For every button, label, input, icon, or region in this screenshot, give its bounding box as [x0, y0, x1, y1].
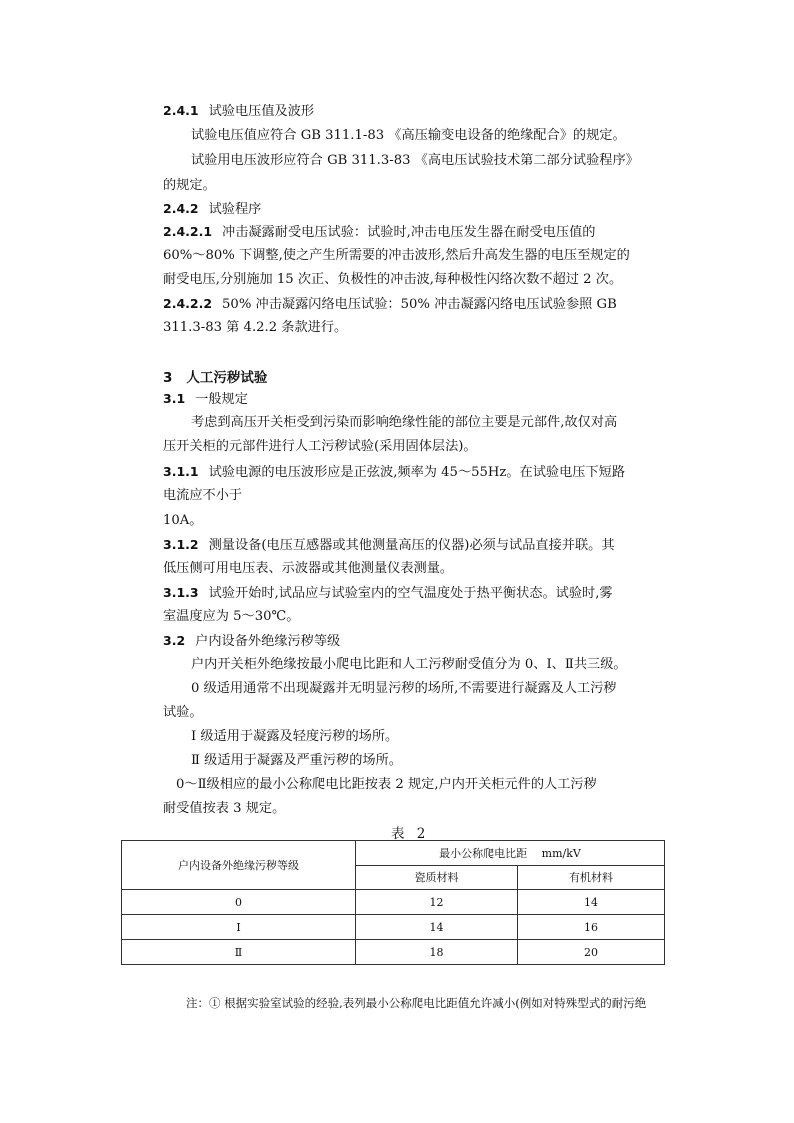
paragraph-line: 耐受值按表 3 规定。: [163, 801, 286, 816]
cell-organic: 14: [518, 890, 665, 915]
paragraph-line: Ⅱ 级适用于凝露及严重污秽的场所。: [191, 753, 402, 768]
table-caption: 表 2: [391, 826, 430, 842]
section-3-1-heading: 3.1 一般规定: [163, 391, 248, 407]
paragraph-line: 电流应不小于: [163, 488, 243, 503]
paragraph-line: 0～Ⅱ级相应的最小公称爬电比距按表 2 规定,户内开关柜元件的人工污秽: [176, 777, 597, 792]
section-2-4-1-heading: 2.4.1 试验电压值及波形: [163, 103, 315, 119]
section-2-4-2-1: 2.4.2.1 冲击凝露耐受电压试验：试验时,冲击电压发生器在耐受电压值的: [163, 224, 596, 240]
cell-organic: 20: [518, 940, 665, 965]
paragraph-line: 室温度应为 5～30℃。: [163, 609, 300, 624]
section-number: 2.4.1: [163, 103, 199, 118]
cell-ceramic: 18: [356, 940, 518, 965]
paragraph-line: 0 级适用通常不出现凝露并无明显污秽的场所,不需要进行凝露及人工污秽: [191, 681, 617, 696]
paragraph-line: 压开关柜的元部件进行人工污秽试验(采用固体层法)。: [163, 439, 477, 454]
section-3-1-2: 3.1.2 测量设备(电压互感器或其他测量高压的仪器)必须与试品直接并联。其: [163, 537, 615, 553]
creepage-table: [121, 840, 665, 965]
section-number: 3.1.1: [163, 464, 199, 479]
section-number: 3.1.2: [163, 537, 199, 552]
section-3-1-1: 3.1.1 试验电源的电压波形应是正弦波,频率为 45～55Hz。在试验电压下短路: [163, 464, 626, 480]
section-number: 3.1: [163, 391, 186, 406]
cell-grade: Ⅱ: [122, 940, 356, 965]
header-organic: 有机材料: [518, 865, 665, 890]
paragraph-line: 60%～80% 下调整,使之产生所需要的冲击波形,然后升高发生器的电压至规定的: [163, 248, 630, 263]
header-grade: 户内设备外绝缘污秽等级: [122, 841, 356, 890]
paragraph-line: 10A。: [163, 513, 203, 528]
section-2-4-2-heading: 2.4.2 试验程序: [163, 201, 262, 217]
table-row: [122, 940, 665, 965]
chapter-3-heading: 3 人工污秽试验: [163, 370, 268, 386]
cell-organic: 16: [518, 915, 665, 940]
paragraph-line: 试验电压值应符合 GB 311.1-83 《高压输变电设备的绝缘配合》的规定。: [191, 128, 626, 143]
paragraph-line: 耐受电压,分别施加 15 次正、负极性的冲击波,每种极性闪络次数不超过 2 次。: [163, 272, 623, 287]
header-ceramic: 瓷质材料: [356, 865, 518, 890]
paragraph-line: 试验用电压波形应符合 GB 311.3-83 《高电压试验技术第二部分试验程序》: [191, 153, 639, 168]
table-note: 注：① 根据实验室试验的经验,表列最小公称爬电比距值允许减小(例如对特殊型式的耐污绝: [186, 996, 647, 1010]
table-row: [122, 915, 665, 940]
section-number: 2.4.2: [163, 201, 199, 216]
header-distance: 最小公称爬电比距 mm/kV: [356, 841, 665, 866]
paragraph-line: 试验。: [163, 705, 203, 720]
section-3-2-heading: 3.2 户内设备外绝缘污秽等级: [163, 633, 341, 649]
paragraph-line: I 级适用于凝露及轻度污秽的场所。: [191, 729, 399, 744]
section-number: 2.4.2.1: [163, 224, 213, 239]
section-2-4-2-2: 2.4.2.2 50% 冲击凝露闪络电压试验：50% 冲击凝露闪络电压试验参照 GB: [163, 296, 617, 312]
section-number: 3.2: [163, 633, 186, 648]
paragraph-line: 311.3-83 第 4.2.2 条款进行。: [163, 320, 348, 335]
paragraph-line: 的规定。: [163, 178, 216, 193]
cell-ceramic: 14: [356, 915, 518, 940]
cell-ceramic: 12: [356, 890, 518, 915]
table-row: [122, 890, 665, 915]
section-3-1-3: 3.1.3 试验开始时,试品应与试验室内的空气温度处于热平衡状态。试验时,雾: [163, 585, 613, 601]
paragraph-line: 低压侧可用电压表、示波器或其他测量仪表测量。: [163, 561, 454, 576]
cell-grade: 0: [122, 890, 356, 915]
cell-grade: I: [122, 915, 356, 940]
paragraph-line: 考虑到高压开关柜受到污染而影响绝缘性能的部位主要是元部件,故仅对高: [191, 415, 618, 430]
section-number: 3.1.3: [163, 585, 199, 600]
section-number: 2.4.2.2: [163, 296, 213, 311]
paragraph-line: 户内开关柜外绝缘按最小爬电比距和人工污秽耐受值分为 0、I、Ⅱ共三级。: [191, 657, 627, 672]
